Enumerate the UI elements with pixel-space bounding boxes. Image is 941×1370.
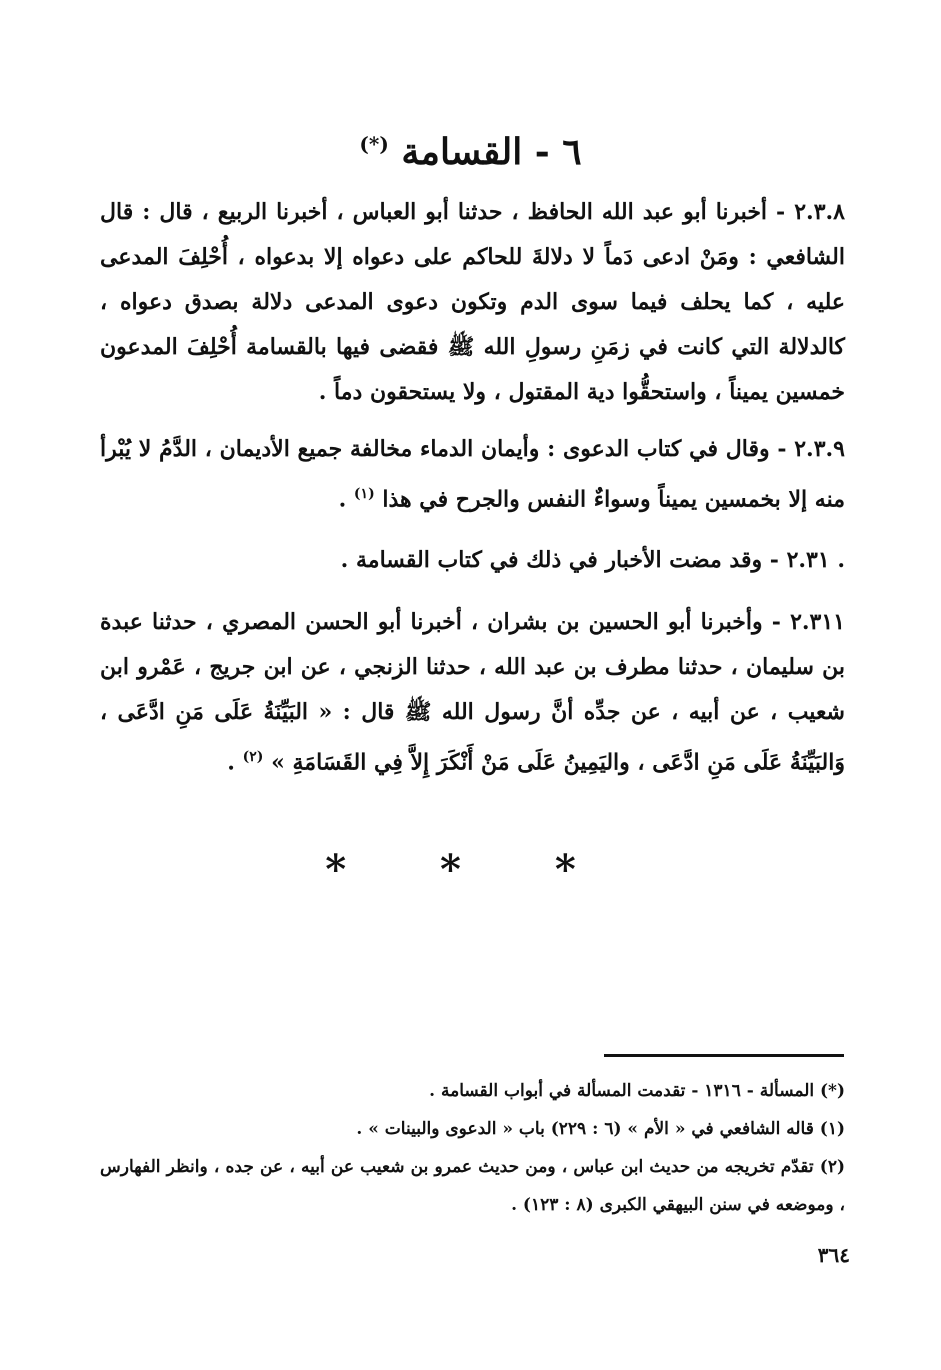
footnote-ref-1: (١): [353, 486, 375, 502]
paragraph-end: .: [227, 749, 243, 776]
chapter-title: [0, 118, 941, 178]
paragraph-text: ٢.٣.٨ - أخبرنا أبو عبد الله الحافظ ، حدثنا أبو العباس ، أخبرنا الربيع ، قال : قال الشافعي : ومَنْ ادعى دَماً لا دلالةَ للحاكم على دعواه إلا بدعواه ، أُحْلِفَ المدعى عليه ، كما يحلف فيما سوى الدم وتكون دعوى المدعى دلالة بصدق دعواه ، كالدلالة التي كانت في زمَنِ رسولِ الله ﷺ فقضى فيها بالقسامة أُحْلِفَ المدعون خمسين يميناً ، واستحقُّوا دية المقتول ، ولا يستحقون دماً .: [100, 199, 845, 405]
page-number: ٣٦٤: [817, 1243, 850, 1267]
paragraph-body: ٢.٣.٩ - وقال في كتاب الدعوى : وأيمان الدماء مخالفة جميع الأديمان ، الدَّمُ لا يُبْرأ منه إلا بخمسين يميناً وسواءٌ النفس والجرح في هذا: [100, 436, 845, 513]
chapter-title-footnote-mark: (*): [359, 132, 389, 156]
paragraph-2031: [100, 538, 845, 583]
paragraph-end: .: [338, 486, 354, 513]
paragraph-body: ٢.٣١١ - وأخبرنا أبو الحسين بن بشران ، أخبرنا أبو الحسن المصري ، حدثنا عبدة بن سليمان ، حدثنا مطرف بن عبد الله ، حدثنا الزنجي ، عن ابن جريج ، عَمْرو ابن شعيب ، عن أبيه ، عن جدِّه أنَّ رسول الله ﷺ قال : « البَيِّنَةُ عَلَى مَنِ ادَّعَى ، وَالبَيِّنَةُ عَلَى مَنِ ادَّعَى ، واليَمِينُ عَلَى مَنْ أَنْكَرَ إِلاَّ فِي القَسَامَةِ »: [100, 609, 845, 776]
footnote-1: (١) قاله الشافعي في « الأم » (٦ : ٢٢٩) باب « الدعوى والبينات » .: [356, 1119, 845, 1139]
chapter-title-text: ٦ - القسامة: [401, 131, 582, 173]
paragraph-text: . ٢.٣١ - وقد مضت الأخبار في ذلك في كتاب القسامة .: [340, 547, 845, 573]
footnote-ref-2: (٢): [242, 749, 264, 765]
footnote-2: (٢) تقدّم تخريجه من حديث ابن عباس ، ومن حديث عمرو بن شعيب عن أبيه ، عن جده ، وانظر الفهارس ، وموضعه في سنن البيهقي الكبرى (٨ : ١٢٣) .: [100, 1157, 845, 1215]
paragraph-text: [100, 427, 845, 522]
footnote-star: (*) المسألة - ١٣١٦ - تقدمت المسألة في أبواب القسامة .: [429, 1081, 845, 1101]
paragraph-2038: [100, 190, 845, 415]
paragraph-text: [100, 600, 845, 785]
footnotes: [100, 1072, 845, 1224]
paragraph-2311: [100, 600, 845, 785]
section-separator: * * *: [325, 846, 616, 893]
footnote-divider: [604, 1054, 844, 1057]
paragraph-2039: [100, 427, 845, 522]
